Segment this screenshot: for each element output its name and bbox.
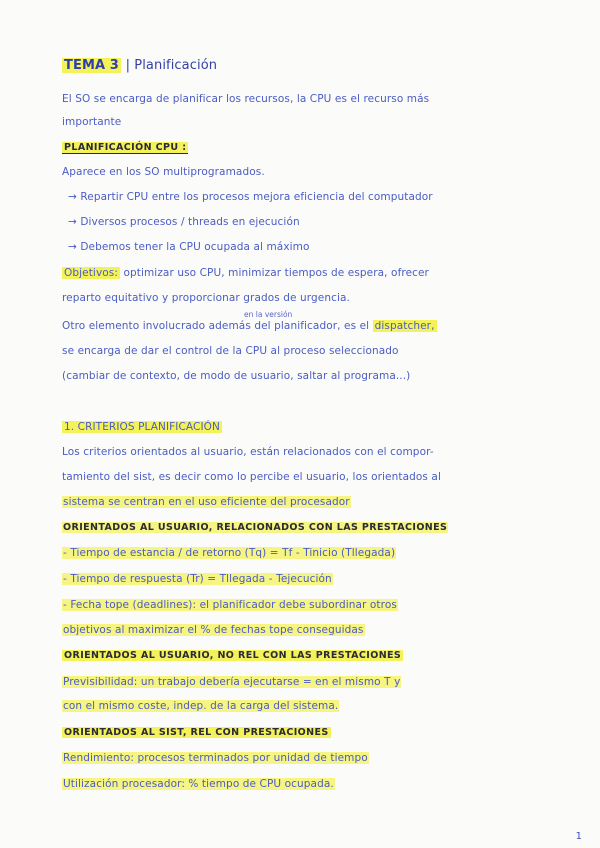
user-perf-item-3-cont-text: objetivos al maximizar el % de fechas tope conseguidas [63,624,364,636]
objectives-text-1: optimizar uso CPU, minimizar tiempos de espera, ofrecer [123,267,429,279]
page-title [62,58,217,73]
bullet-3: → Debemos tener la CPU ocupada al máximo [68,241,310,253]
heading-user-perf-text: ORIENTADOS AL USUARIO, RELACIONADOS CON LAS PRESTACIONES [63,522,448,533]
section-heading-cpu [62,142,188,153]
section-heading-cpu-text: PLANIFICACIÓN CPU : [64,142,187,153]
user-perf-item-3 [62,599,398,611]
cpu-intro: Aparece en los SO multiprogramados. [62,166,265,178]
intro-line-2: importante [62,116,122,128]
user-perf-item-2-text: - Tiempo de respuesta (Tr) = Tllegada - Tejecución [63,573,332,585]
user-perf-item-1 [62,547,396,559]
objectives-line-1 [62,267,429,279]
dispatcher-line-1 [62,320,437,332]
system-line-2 [62,778,335,790]
user-nonperf-line-1 [62,676,401,688]
inserted-note: en la versión [244,310,293,319]
intro-line-1: El SO se encarga de planificar los recursos, la CPU es el recurso más [62,93,430,105]
section-heading-criteria [62,421,222,433]
objectives-label: Objetivos: [64,267,118,279]
system-line-1-text: Rendimiento: procesos terminados por unidad de tiempo [63,752,368,764]
user-nonperf-line-2 [62,700,339,712]
criteria-line-2: tamiento del sist, es decir como lo percibe el usuario, los orientados al [62,471,441,483]
objectives-line-2: reparto equitativo y proporcionar grados de urgencia. [62,292,350,304]
dispatcher-line-2: se encarga de dar el control de la CPU al proceso seleccionado [62,345,399,357]
title-subject: | Planificación [125,58,218,73]
user-nonperf-line-1-text: Previsibilidad: un trabajo debería ejecutarse = en el mismo T y [63,676,401,688]
bullet-2: → Diversos procesos / threads en ejecución [68,216,300,228]
user-perf-item-3-text: - Fecha tope (deadlines): el planificador debe subordinar otros [63,599,397,611]
user-perf-item-2 [62,573,333,585]
bullet-1: → Repartir CPU entre los procesos mejora eficiencia del computador [68,191,433,203]
user-nonperf-line-2-text: con el mismo coste, indep. de la carga del sistema. [63,700,339,712]
section-heading-criteria-text: 1. CRITERIOS PLANIFICACIÓN [64,421,220,433]
criteria-line-1: Los criterios orientados al usuario, están relacionados con el compor- [62,446,434,458]
user-perf-item-1-text: - Tiempo de estancia / de retorno (Tq) = Tf - Tinicio (Tllegada) [63,547,396,559]
dispatcher-term: dispatcher, [374,320,435,332]
heading-system [62,727,331,738]
heading-user-nonperf [62,650,403,661]
dispatcher-line-3: (cambiar de contexto, de modo de usuario, saltar al programa...) [62,370,411,382]
system-line-2-text: Utilización procesador: % tiempo de CPU ocupada. [63,778,334,790]
heading-user-perf [62,522,448,533]
page-number: 1 [575,831,582,842]
dispatcher-text: Otro elemento involucrado además del planificador, es el [62,320,370,332]
criteria-line-3 [62,496,351,508]
title-topic: TEMA 3 [64,58,119,73]
user-perf-item-3-cont [62,624,365,636]
system-line-1 [62,752,369,764]
heading-user-nonperf-text: ORIENTADOS AL USUARIO, NO REL CON LAS PRESTACIONES [64,650,402,661]
criteria-line-3-text: sistema se centran en el uso eficiente del procesador [63,496,350,508]
heading-system-text: ORIENTADOS AL SIST, REL CON PRESTACIONES [64,727,329,738]
